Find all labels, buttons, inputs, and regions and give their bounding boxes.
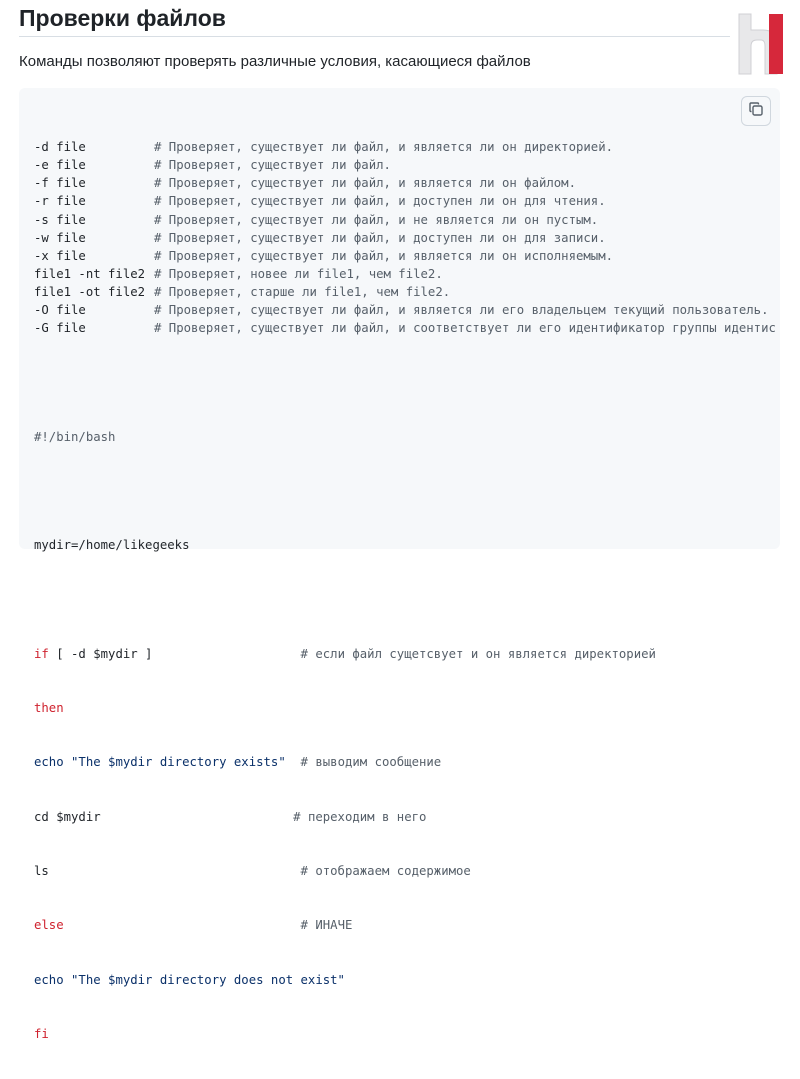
code-line [34,265,776,283]
check-expression: file1 -ot file2 [34,284,146,299]
else-line [34,916,776,934]
echo-string: "The $mydir directory exists" [63,755,286,770]
page-title: Проверки файлов [19,5,226,31]
check-expression: -O file [34,303,86,318]
check-expression: -x file [34,248,86,263]
if-keyword: if [34,646,49,661]
check-comment: # Проверяет, существует ли файл, и соответствует ли его идентификатор группы идентис [154,321,776,336]
code-line [34,211,776,229]
else-keyword: else [34,918,64,933]
file-check-list [34,138,776,337]
assign-line: mydir=/home/likegeeks [34,538,190,553]
code-line [34,283,776,301]
check-expression: -r file [34,194,86,209]
echo-exists-line [34,753,776,771]
if-line [34,645,776,663]
ls-line [34,862,776,880]
check-comment: # Проверяет, новее ли file1, чем file2. [154,266,443,281]
echo-string: "The $mydir directory does not exist" [63,972,345,987]
then-line: then [34,701,64,716]
code-line [34,174,776,192]
blank-line [34,482,776,500]
page-description: Команды позволяют проверять различные условия, касающиеся файлов [19,53,531,70]
check-comment: # Проверяет, существует ли файл, и является ли его владельцем текущий пользователь. [154,303,769,318]
check-expression: -d file [34,140,86,155]
code-block [19,88,780,1041]
cd-line [34,808,776,826]
logo-icon [735,10,789,78]
check-comment: # Проверяет, существует ли файл, и доступен ли он для чтения. [154,194,606,209]
code-line [34,156,776,174]
check-comment: # Проверяет, существует ли файл, и доступен ли он для записи. [154,230,606,245]
code-lines [34,102,776,1079]
check-expression: -f file [34,176,86,191]
check-expression: -s file [34,212,86,227]
cd-command: cd $mydir [34,809,101,824]
code-line [34,138,776,156]
code-line [34,319,776,337]
code-line [34,192,776,210]
check-expression: -G file [34,321,86,336]
check-expression: file1 -nt file2 [34,266,146,281]
code-line [34,301,776,319]
check-comment: # Проверяет, существует ли файл. [154,158,391,173]
check-expression: -e file [34,158,86,173]
shebang-line: #!/bin/bash [34,429,116,444]
ls-command: ls [34,863,49,878]
check-comment: # Проверяет, старше ли file1, чем file2. [154,284,451,299]
echo-keyword: echo [34,755,64,770]
check-comment: # Проверяет, существует ли файл, и является ли он файлом. [154,176,576,191]
check-comment: # Проверяет, существует ли файл, и является ли он директорией. [154,140,614,155]
code-line [34,247,776,265]
echo-keyword: echo [34,972,64,987]
else-comment: # ИНАЧЕ [300,918,353,933]
check-comment: # Проверяет, существует ли файл, и является ли он исполняемым. [154,248,614,263]
code-line [34,229,776,247]
cd-comment: # переходим в него [293,809,427,824]
blank-line [34,591,776,609]
blank-line [34,373,776,391]
ls-comment: # отображаем содержимое [300,863,471,878]
fi-line: fi [34,1026,49,1041]
title-divider [19,36,730,37]
if-condition: [ -d $mydir ] [48,646,153,661]
echo-not-exists-line [34,971,776,989]
check-comment: # Проверяет, существует ли файл, и не является ли он пустым. [154,212,599,227]
echo-comment: # выводим сообщение [300,755,442,770]
if-comment: # если файл сущетсвует и он является директорией [300,646,656,661]
check-expression: -w file [34,230,86,245]
